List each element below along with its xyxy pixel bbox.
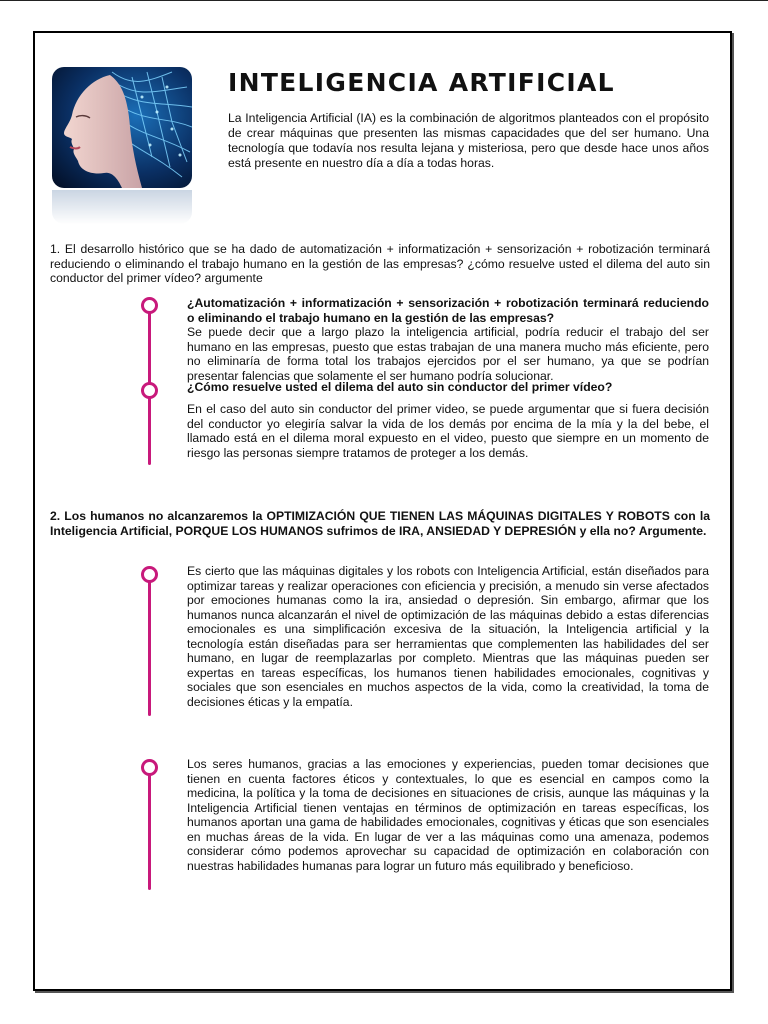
answer-2a: Es cierto que las máquinas digitales y los robots con Inteligencia Artificial, están diseñados para optimizar tareas y realizar operaciones con eficiencia y precisión, a menudo sin verse afectados por emociones humanas como la ira, ansiedad o depresión. Sin embargo, afirmar que los humanos nunca alcanzarán el nivel de optimización de las máquinas debido a estas diferencias emocionales es una simplificación excesiva de la situación, la Inteligencia artificial y la tecnología están diseñadas para ser herramientas que complementen las habilidades del ser humano, en lugar de reemplazarlas por completo. Mientras que las máquinas pueden ser expertas en tareas específicas, los humanos tienen habilidades emocionales, cognitivas y sociales que son esenciales en muchos aspectos de la vida, como la creatividad, la toma de decisiones éticas y la empatía. xyxy=(187,564,709,709)
answer-1b-text: En el caso del auto sin conductor del primer video, se puede argumentar que si fuera decisión del conductor yo elegiría salvar la vida de los demás por encima de la mía y la del bebe, el llamado está en el dilema moral expuesto en el video, puesto que siempre en un momento de riesgo las personas siempre tratamos de proteger a los demás. xyxy=(187,402,709,460)
intro-paragraph: La Inteligencia Artificial (IA) es la combinación de algoritmos planteados con el propósito de crear máquinas que presenten las mismas capacidades que del ser humano. Una tecnología que todavía nos resulta lejana y misteriosa, pero que desde hace unos años está presente en nuestro día a día a todas horas. xyxy=(228,111,709,170)
circle-marker-icon xyxy=(141,759,158,776)
answer-1a-text: Se puede decir que a largo plazo la inteligencia artificial, podría reducir el trabajo del ser humano en las empresas, puesto que estas trabajan de una manera mucho más eficiente, pero no eliminaría de forma total los trabajos ejercidos por el ser humano, ya que se podrían presentar falencias que solamente el ser humano podría solucionar. xyxy=(187,325,709,383)
question-1: 1. El desarrollo histórico que se ha dado de automatización + informatización + sensorización + robotización terminará reduciendo o eliminando el trabajo humano en la gestión de las empresas? ¿cómo resuelve usted el dilema del auto sin conductor del primer vídeo? argumente xyxy=(50,242,710,285)
page-title: INTELIGENCIA ARTIFICIAL xyxy=(228,68,615,97)
answer-1a xyxy=(187,296,709,383)
timeline-line xyxy=(148,573,151,716)
circle-marker-icon xyxy=(141,297,158,314)
circle-marker-icon xyxy=(141,566,158,583)
question-2: 2. Los humanos no alcanzaremos la OPTIMIZACIÓN QUE TIENEN LAS MÁQUINAS DIGITALES Y ROBOTS con la Inteligencia Artificial, PORQUE LOS HUMANOS sufrimos de IRA, ANSIEDAD Y DEPRESIÓN y ella no? Argumente. xyxy=(50,509,710,538)
page-edge xyxy=(0,0,768,1)
answer-1b-heading-block xyxy=(187,380,709,395)
ai-face-image xyxy=(52,67,192,188)
answer-1a-heading: ¿Automatización + informatización + sensorización + robotización terminará reduciendo o eliminando el trabajo humano en la gestión de las empresas? xyxy=(187,296,709,325)
circle-marker-icon xyxy=(141,382,158,399)
answer-2b: Los seres humanos, gracias a las emociones y experiencias, pueden tomar decisiones que tienen en cuenta factores éticos y contextuales, lo que es esencial en campos como la medicina, la política y la toma de decisiones en situaciones de crisis, aunque las máquinas y la Inteligencia Artificial tienen ventajas en términos de optimización en tareas específicas, los humanos aportan una gama de habilidades emocionales, cognitivas y éticas que son esenciales en muchas áreas de la vida. En lugar de ver a las máquinas como una amenaza, podemos considerar cómo podemos aprovechar su capacidad de optimización en colaboración con nuestras habilidades humanas para lograr un futuro más equilibrado y beneficioso. xyxy=(187,757,709,873)
timeline-line xyxy=(148,766,151,890)
answer-1b-heading: ¿Cómo resuelve usted el dilema del auto sin conductor del primer vídeo? xyxy=(187,380,613,394)
ai-face-image-reflection xyxy=(52,190,192,224)
